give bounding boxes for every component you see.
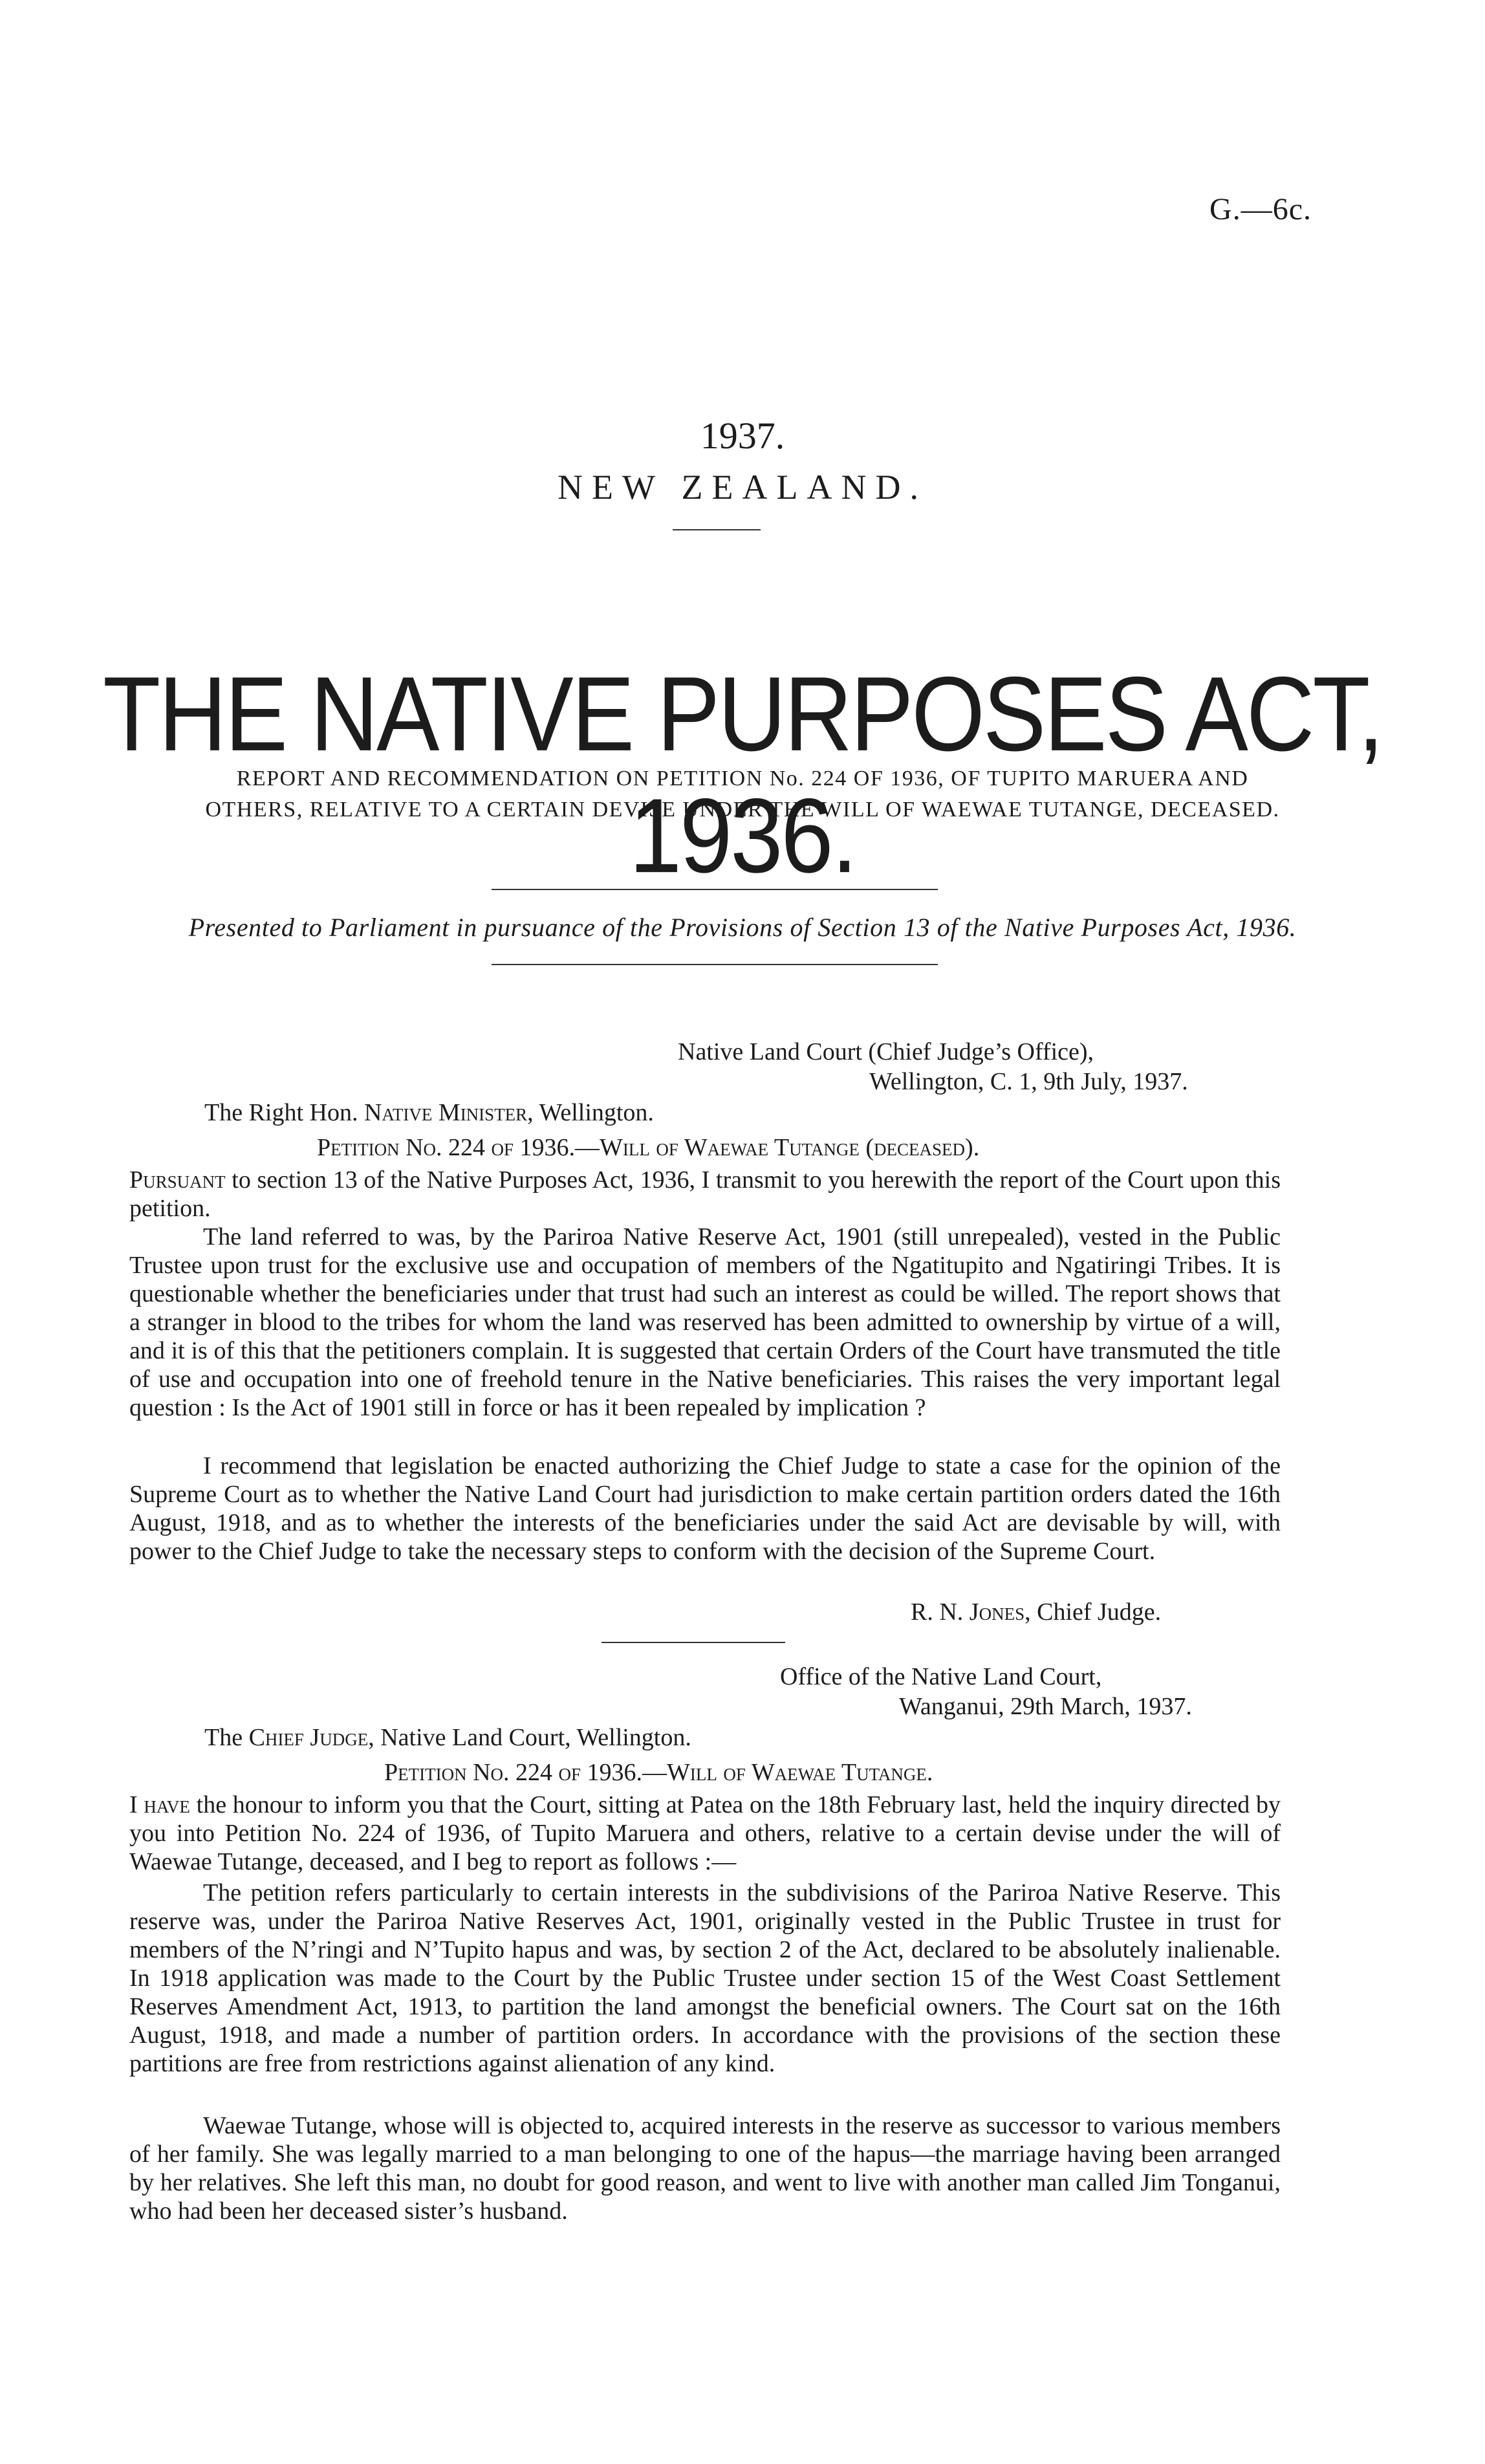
addressee-name: Chief Judge, [248, 1724, 374, 1751]
signature-title: Chief Judge. [1037, 1598, 1162, 1626]
divider [492, 964, 938, 965]
document-title: THE NATIVE PURPOSES ACT, 1936. [103, 655, 1382, 895]
letter2-addressee [204, 1723, 691, 1752]
presented-note: Presented to Parliament in pursuance of the Provisions of Section 13 of the Native Purposes Act, 1936. [188, 913, 1297, 942]
addressee-prefix: The [204, 1724, 243, 1751]
divider [602, 1642, 785, 1643]
publication-year: 1937. [700, 415, 785, 457]
signature-initials: R. N. [911, 1598, 964, 1626]
letter2-from-line1: Office of the Native Land Court, [780, 1663, 1102, 1690]
letter2-subject: Petition No. 224 of 1936.—Will of Waewae Tutange. [384, 1759, 933, 1786]
addressee-place: Wellington. [539, 1099, 654, 1126]
addressee-prefix: The Right Hon. [204, 1099, 358, 1126]
paragraph-lead: Pursuant [129, 1166, 226, 1194]
letter1-addressee [204, 1098, 654, 1127]
letter2-paragraph-3: Waewae Tutange, whose will is objected to, acquired interests in the reserve as successor to various members of her family. She was legally married to a man belonging to one of the hapus—the marriage having been arranged by her relatives. She left this man, no doubt for good reason, and went to live with another man called Jim Tonganui, who had been her deceased sister’s husband. [129, 2112, 1281, 2225]
divider [492, 889, 938, 890]
paragraph-text: the honour to inform you that the Court, sitting at Patea on the 18th February last, held the inquiry directed by you into Petition No. 224 of 1936, of Tupito Maruera and others, relative to a certain devise under the will of Waewae Tutange, deceased, and I beg to report as follows :— [129, 1791, 1281, 1875]
letter2-paragraph-2: The petition refers particularly to certain interests in the subdivisions of the Pariroa Native Reserve. This reserve was, under the Pariroa Native Reserves Act, 1901, originally vested in the Public Trustee in trust for members of the N’ringi and N’Tupito hapus and was, by section 2 of the Act, declared to be absolutely inalienable. In 1918 application was made to the Court by the Public Trustee under section 15 of the West Coast Settlement Reserves Amendment Act, 1913, to partition the land amongst the beneficial owners. The Court sat on the 16th August, 1918, and made a number of partition orders. In accordance with the provisions of the section these partitions are free from restrictions against alienation of any kind. [129, 1879, 1281, 2077]
paragraph-lead: I have [129, 1791, 190, 1818]
addressee-place: Native Land Court, Wellington. [380, 1724, 691, 1751]
country-heading: NEW ZEALAND. [558, 468, 927, 507]
letter1-paragraph-3: I recommend that legislation be enacted authorizing the Chief Judge to state a case for the opinion of the Supreme Court as to whether the Native Land Court had jurisdiction to make certain partition orders dated the 16th August, 1918, and as to whether the interests of the beneficiaries under the said Act are devisable by will, with power to the Chief Judge to take the necessary steps to conform with the decision of the Supreme Court. [129, 1452, 1281, 1565]
signature-name: Jones, [969, 1598, 1031, 1626]
paragraph-text: to section 13 of the Native Purposes Act, 1936, I transmit to you herewith the report of the Court upon this petition. [129, 1166, 1281, 1222]
letter1-paragraph-2: The land referred to was, by the Pariroa Native Reserve Act, 1901 (still unrepealed), vested in the Public Trustee upon trust for the exclusive use and occupation of members of the Ngatitupito and Ngatiringi Tribes. It is questionable whether the beneficiaries under that trust had such an interest as could be willed. The report shows that a stranger in blood to the tribes for whom the land was reserved has been admitted to ownership by virtue of a will, and it is of this that the petitioners complain. It is suggested that certain Orders of the Court have transmuted the title of use and occupation into one of freehold tenure in the Native beneficiaries. This raises the very important legal question : Is the Act of 1901 still in force or has it been repealed by implication ? [129, 1223, 1281, 1421]
letter1-from-line1: Native Land Court (Chief Judge’s Office), [678, 1038, 1094, 1065]
document-reference: G.—6c. [1209, 192, 1312, 226]
divider [673, 529, 761, 530]
letter1-signature [911, 1598, 1161, 1626]
letter1-paragraph-1 [129, 1166, 1281, 1223]
letter2-paragraph-1 [129, 1791, 1281, 1876]
addressee-name: Native Minister, [363, 1099, 534, 1126]
letter1-from-line2: Wellington, C. 1, 9th July, 1937. [869, 1068, 1188, 1095]
document-subtitle [149, 763, 1336, 825]
subtitle-line: OTHERS, RELATIVE TO A CERTAIN DEVISE UNDER THE WILL OF WAEWAE TUTANGE, DECEASED. [205, 798, 1280, 822]
letter1-subject: Petition No. 224 of 1936.—Will of Waewae Tutange (deceased). [317, 1134, 980, 1161]
letter2-from-line2: Wanganui, 29th March, 1937. [899, 1693, 1192, 1720]
subtitle-line: REPORT AND RECOMMENDATION ON PETITION No. 224 OF 1936, OF TUPITO MARUERA AND [236, 767, 1249, 790]
